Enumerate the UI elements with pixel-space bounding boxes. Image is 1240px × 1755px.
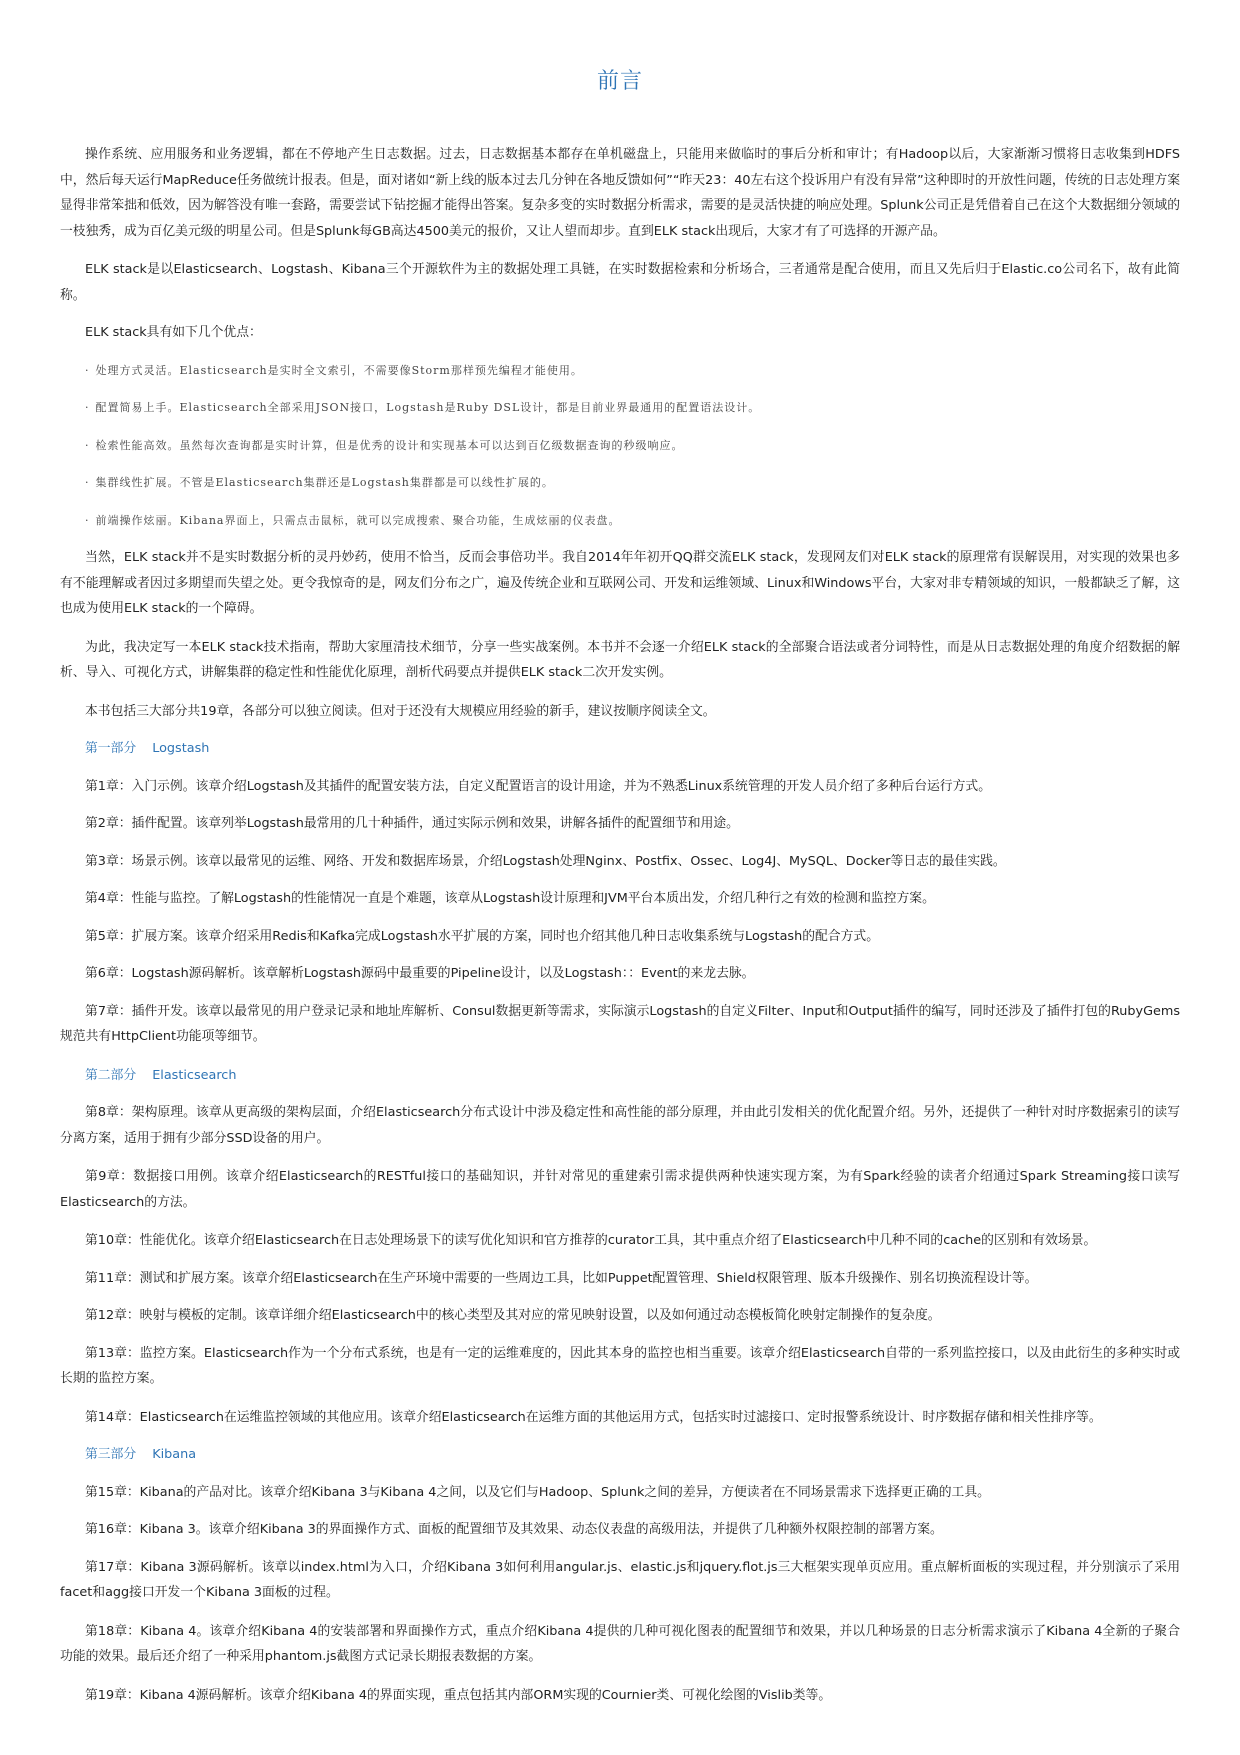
- chapter-summary: 第9章：数据接口用例。该章介绍Elasticsearch的RESTful接口的基础知识，并针对常见的重建索引需求提供两种快速实现方案，为有Spark经验的读者介绍通过Spark Streaming接口读写Elasticsearch的方法。: [60, 1169, 1180, 1210]
- document-page: [60, 0, 1180, 1755]
- body-paragraph: 当然，ELK stack并不是实时数据分析的灵丹妙药，使用不恰当，反而会事倍功半。我自2014年年初开QQ群交流ELK stack，发现网友们对ELK stack的原理常有误解误用，对实现的效果也多有不能理解或者因过多期望而失望之处。更令我惊奇的是，网友们分布之广，遍及传统企业和互联网公司、开发和运维领域、Linux和Windows平台，大家对非专精领域的知识，一般都缺乏了解，这也成为使用ELK stack的一个障碍。: [60, 550, 1180, 616]
- advantage-text: 检索性能高效。虽然每次查询都是实时计算，但是优秀的设计和实现基本可以达到百亿级数据查询的秒级响应。: [95, 438, 684, 452]
- body-paragraph: 为此，我决定写一本ELK stack技术指南，帮助大家厘清技术细节，分享一些实战案例。本书并不会逐一介绍ELK stack的全部聚合语法或者分词特性，而是从日志数据处理的角度介绍数据的解析、导入、可视化方式，讲解集群的稳定性和性能优化原理，剖析代码要点并提供ELK stack二次开发实例。: [60, 639, 1180, 680]
- bullet-dot-icon: ·: [85, 513, 90, 527]
- advantage-item: [60, 358, 1180, 384]
- chapter-summary: 第13章：监控方案。Elasticsearch作为一个分布式系统，也是有一定的运维难度的，因此其本身的监控也相当重要。该章介绍Elasticsearch自带的一系列监控接口，以及由此衍生的多种实时或长期的监控方案。: [60, 1345, 1180, 1386]
- chapter-summary: 第11章：测试和扩展方案。该章介绍Elasticsearch在生产环境中需要的一些周边工具，比如Puppet配置管理、Shield权限管理、版本升级操作、别名切换流程设计等。: [85, 1270, 1038, 1286]
- intro-paragraph: ELK stack是以Elasticsearch、Logstash、Kibana三个开源软件为主的数据处理工具链，在实时数据检索和分析场合，三者通常是配合使用，而且又先后归于Elastic.co公司名下，故有此简称。: [60, 262, 1180, 303]
- part-heading-elasticsearch: [60, 1063, 1180, 1089]
- intro-paragraph: ELK stack具有如下几个优点：: [85, 325, 262, 340]
- part-name: Elasticsearch: [152, 1067, 237, 1083]
- chapter-summary: 第16章：Kibana 3。该章介绍Kibana 3的界面操作方式、面板的配置细节及其效果、动态仪表盘的高级用法，并提供了几种额外权限控制的部署方案。: [85, 1522, 943, 1537]
- advantage-item: [60, 395, 1180, 421]
- chapter-summary: 第18章：Kibana 4。该章介绍Kibana 4的安装部署和界面操作方式，重点介绍Kibana 4提供的几种可视化图表的配置细节和效果，并以几种场景的日志分析需求演示了Kibana 4全新的子聚合功能的效果。最后还介绍了一种采用phantom.js截图方式记录长期报表数据的方案。: [60, 1623, 1180, 1664]
- part-label: 第三部分: [85, 1447, 137, 1462]
- intro-paragraph: 操作系统、应用服务和业务逻辑，都在不停地产生日志数据。过去，日志数据基本都存在单机磁盘上，只能用来做临时的事后分析和审计；有Hadoop以后，大家渐渐习惯将日志收集到HDFS中，然后每天运行MapReduce任务做统计报表。但是，面对诸如“新上线的版本过去几分钟在各地反馈如何”“昨天23：40左右这个投诉用户有没有异常”这种即时的开放性问题，传统的日志处理方案显得非常笨拙和低效，因为解答没有唯一套路，需要尝试下钻挖掘才能得出答案。复杂多变的实时数据分析需求，需要的是灵活快捷的响应处理。Splunk公司正是凭借着自己在这个大数据细分领域的一枝独秀，成为百亿美元级的明星公司。但是Splunk每GB高达4500美元的报价，又让人望而却步。直到ELK stack出现后，大家才有了可选择的开源产品。: [60, 147, 1180, 239]
- part-heading-kibana: [60, 1442, 1180, 1468]
- chapter-summary: 第15章：Kibana的产品对比。该章介绍Kibana 3与Kibana 4之间，以及它们与Hadoop、Splunk之间的差异，方便读者在不同场景需求下选择更正确的工具。: [85, 1484, 990, 1500]
- document-body: [60, 142, 1180, 1720]
- bullet-dot-icon: ·: [85, 438, 90, 452]
- chapter-summary: 第8章：架构原理。该章从更高级的架构层面，介绍Elasticsearch分布式设计中涉及稳定性和高性能的部分原理，并由此引发相关的优化配置介绍。另外，还提供了一种针对时序数据索引的读写分离方案，适用于拥有少部分SSD设备的用户。: [60, 1105, 1180, 1146]
- advantage-item: [60, 470, 1180, 496]
- part-label: 第一部分: [85, 741, 137, 756]
- advantage-text: 处理方式灵活。Elasticsearch是实时全文索引，不需要像Storm那样预先编程才能使用。: [95, 363, 583, 377]
- bullet-dot-icon: ·: [85, 401, 90, 414]
- chapter-summary: 第19章：Kibana 4源码解析。该章介绍Kibana 4的界面实现，重点包括其内部ORM实现的Cournier类、可视化绘图的Vislib类等。: [85, 1687, 832, 1703]
- chapter-summary: 第2章：插件配置。该章列举Logstash最常用的几十种插件，通过实际示例和效果，讲解各插件的配置细节和用途。: [85, 816, 739, 831]
- chapter-summary: 第10章：性能优化。该章介绍Elasticsearch在日志处理场景下的读写优化知识和官方推荐的curator工具，其中重点介绍了Elasticsearch中几种不同的cache的区别和有效场景。: [85, 1233, 1097, 1248]
- advantage-item: [60, 433, 1180, 459]
- part-name: Logstash: [152, 741, 210, 756]
- bullet-dot-icon: ·: [85, 363, 90, 377]
- chapter-summary: 第5章：扩展方案。该章介绍采用Redis和Kafka完成Logstash水平扩展的方案，同时也介绍其他几种日志收集系统与Logstash的配合方式。: [85, 928, 879, 944]
- advantage-text: 配置简易上手。Elasticsearch全部采用JSON接口，Logstash是Ruby DSL设计，都是目前业界最通用的配置语法设计。: [95, 401, 761, 414]
- bullet-dot-icon: ·: [85, 476, 90, 489]
- chapter-summary: 第17章：Kibana 3源码解析。该章以index.html为入口，介绍Kibana 3如何利用angular.js、elastic.js和jquery.flot.js三大框架实现单页应用。重点解析面板的实现过程，并分别演示了采用facet和agg接口开发一个Kibana 3面板的过程。: [60, 1559, 1180, 1600]
- chapter-summary: 第6章：Logstash源码解析。该章解析Logstash源码中最重要的Pipeline设计，以及Logstash：：Event的来龙去脉。: [85, 966, 755, 981]
- chapter-summary: 第7章：插件开发。该章以最常见的用户登录记录和地址库解析、Consul数据更新等需求，实际演示Logstash的自定义Filter、Input和Output插件的编写，同时还涉及了插件打包的RubyGems规范共有HttpClient功能项等细节。: [60, 1003, 1180, 1044]
- part-name: Kibana: [152, 1447, 197, 1462]
- chapter-summary: 第14章：Elasticsearch在运维监控领域的其他应用。该章介绍Elasticsearch在运维方面的其他运用方式，包括实时过滤接口、定时报警系统设计、时序数据存储和相关性排序等。: [85, 1409, 1102, 1425]
- chapter-summary: 第12章：映射与模板的定制。该章详细介绍Elasticsearch中的核心类型及其对应的常见映射设置，以及如何通过动态模板简化映射定制操作的复杂度。: [85, 1308, 941, 1323]
- chapter-summary: 第1章：入门示例。该章介绍Logstash及其插件的配置安装方法，自定义配置语言的设计用途，并为不熟悉Linux系统管理的开发人员介绍了多种后台运行方式。: [85, 778, 991, 794]
- chapter-summary: 第4章：性能与监控。了解Logstash的性能情况一直是个难题，该章从Logstash设计原理和JVM平台本质出发，介绍几种行之有效的检测和监控方案。: [85, 891, 935, 906]
- part-label: 第二部分: [85, 1067, 137, 1083]
- page-title: 前言: [596, 69, 643, 94]
- part-heading-logstash: [60, 736, 1180, 762]
- advantage-item: [60, 508, 1180, 534]
- chapter-summary: 第3章：场景示例。该章以最常见的运维、网络、开发和数据库场景，介绍Logstash处理Nginx、Postfix、Ossec、Log4J、MySQL、Docker等日志的最佳实践。: [85, 853, 1006, 869]
- body-paragraph: 本书包括三大部分共19章，各部分可以独立阅读。但对于还没有大规模应用经验的新手，建议按顺序阅读全文。: [85, 703, 716, 719]
- advantage-text: 前端操作炫丽。Kibana界面上，只需点击鼠标，就可以完成搜索、聚合功能，生成炫丽的仪表盘。: [95, 513, 621, 527]
- advantage-text: 集群线性扩展。不管是Elasticsearch集群还是Logstash集群都是可以线性扩展的。: [95, 476, 554, 489]
